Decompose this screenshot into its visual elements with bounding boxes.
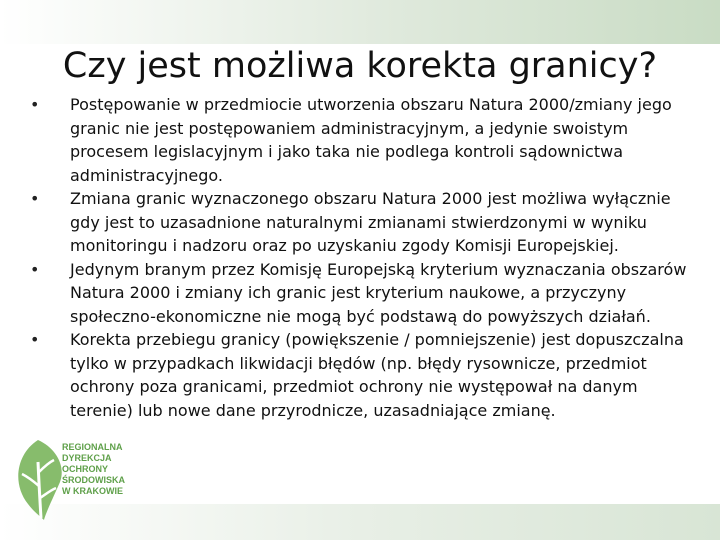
logo-line: W KRAKOWIE [62, 486, 123, 496]
logo-line: REGIONALNA [62, 442, 123, 452]
bullet-icon: • [30, 330, 40, 349]
bullet-icon: • [30, 95, 40, 114]
bullet-item [30, 187, 690, 258]
bullet-text: Zmiana granic wyznaczonego obszaru Natura 2000 jest możliwa wyłącznie gdy jest to uzasadnione naturalnymi zmianami stwierdzonymi w wyniku monitoringu i nadzoru oraz po uzyskaniu zgody Komisji Europejskiej. [70, 189, 671, 255]
bullet-icon: • [30, 189, 40, 208]
bullet-text: Postępowanie w przedmiocie utworzenia obszaru Natura 2000/zmiany jego granic nie jest postępowaniem administracyjnym, a jedynie swoistym procesem legislacyjnym i jako taka nie podlega kontroli sądownictwa administracyjnego. [70, 95, 672, 185]
bullet-icon: • [30, 259, 40, 279]
bullet-item [30, 93, 690, 187]
bullet-item [30, 258, 690, 329]
bullet-text: Jedynym branym przez Komisję Europejską kryterium wyznaczania obszarów Natura 2000 i zmiany ich granic jest kryterium naukowe, a przyczyny społeczno-ekonomiczne nie mogą być podstawą do powyższych działań. [70, 259, 687, 326]
bullet-list [30, 93, 690, 422]
bullet-item [30, 328, 690, 422]
logo-text [62, 442, 152, 497]
logo-line: DYREKCJA [62, 453, 112, 463]
top-decorative-band [0, 0, 720, 44]
slide-title: Czy jest możliwa korekta granicy? [62, 46, 658, 86]
logo-line: OCHRONY [62, 464, 109, 474]
bullet-text: Korekta przebiegu granicy (powiększenie / pomniejszenie) jest dopuszczalna tylko w przypadkach likwidacji błędów (np. błędy rysownicze, przedmiot ochrony poza granicami, przedmiot ochrony nie występował na danym terenie) lub nowe dane przyrodnicze, uzasadniające zmianę. [70, 330, 684, 420]
logo-line: ŚRODOWISKA [62, 475, 125, 485]
